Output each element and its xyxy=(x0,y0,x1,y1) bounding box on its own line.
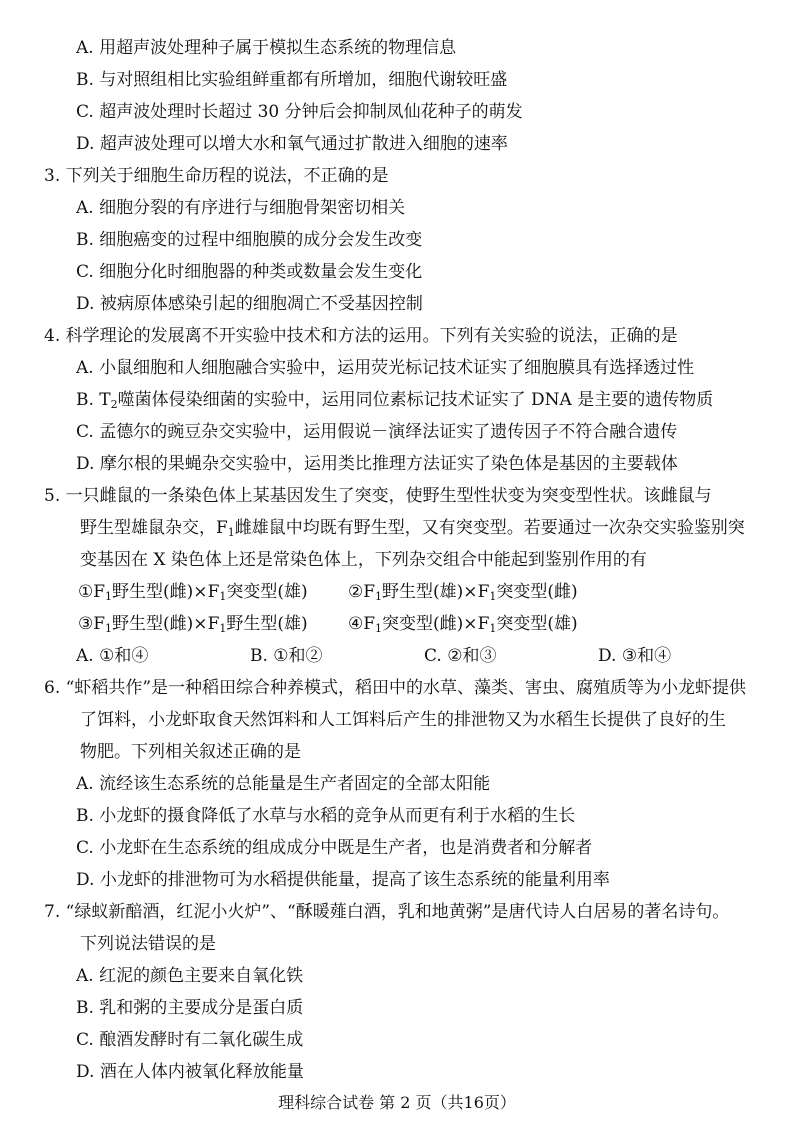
q2-option-a: A. 用超声波处理种子属于模拟生态系统的物理信息 xyxy=(76,38,457,58)
q2-option-c: C. 超声波处理时长超过 30 分钟后会抑制凤仙花种子的萌发 xyxy=(76,102,523,122)
q3-option-b: B. 细胞癌变的过程中细胞膜的成分会发生改变 xyxy=(76,230,423,250)
q5-combo-3-a: 野生型(雌)× xyxy=(112,614,208,634)
q3-option-c: C. 细胞分化时细胞器的种类或数量会发生变化 xyxy=(76,262,423,282)
q5-combo-2 xyxy=(348,580,578,604)
q3-stem: 3. 下列关于细胞生命历程的说法，不正确的是 xyxy=(44,166,389,186)
q5-answer-b: B. ①和② xyxy=(250,646,323,666)
q5-combo-3-b: 野生型(雄) xyxy=(226,614,308,634)
q5-combo-3 xyxy=(78,612,308,636)
q5-combo-1-sub2: 1 xyxy=(219,590,227,603)
q5-combo-1-f: F xyxy=(93,582,106,602)
q7-option-b: B. 乳和粥的主要成分是蛋白质 xyxy=(76,998,304,1018)
q5-combo-1-a: 野生型(雌)× xyxy=(112,582,208,602)
q6-stem-line2: 了饵料，小龙虾取食天然饵料和人工饵料后产生的排泄物又为水稻生长提供了良好的生 xyxy=(80,710,726,730)
q5-answer-c: C. ②和③ xyxy=(424,646,497,666)
page-footer: 理科综合试卷 第 2 页（共16页） xyxy=(278,1093,516,1112)
q5-combo-4-sub2: 1 xyxy=(489,622,497,635)
q6-option-b: B. 小龙虾的摄食降低了水草与水稻的竞争从而更有利于水稻的生长 xyxy=(76,806,576,826)
q5-combo-2-num: ② xyxy=(348,582,364,602)
q5-combo-2-sub2: 1 xyxy=(489,590,497,603)
q3-option-a: A. 细胞分裂的有序进行与细胞骨架密切相关 xyxy=(76,198,406,218)
q5-combo-1-num: ① xyxy=(78,582,94,602)
q4-option-b-prefix: B. T xyxy=(76,390,111,410)
q5-stem-line2 xyxy=(80,516,745,540)
q5-combo-3-num: ③ xyxy=(78,614,94,634)
q6-option-c: C. 小龙虾在生态系统的组成成分中既是生产者，也是消费者和分解者 xyxy=(76,838,593,858)
q2-option-b: B. 与对照组相比实验组鲜重都有所增加，细胞代谢较旺盛 xyxy=(76,70,508,90)
q5-combo-3-sub: 1 xyxy=(105,622,113,635)
q6-stem-line1: 6. “虾稻共作”是一种稻田综合种养模式，稻田中的水草、藻类、害虫、腐殖质等为小龙虾提供 xyxy=(44,678,747,698)
q5-combo-1-sub: 1 xyxy=(105,590,113,603)
q5-stem-line2-pre: 野生型雄鼠杂交，F xyxy=(80,518,228,538)
q4-option-c: C. 孟德尔的豌豆杂交实验中，运用假说－演绎法证实了遗传因子不符合融合遗传 xyxy=(76,422,678,442)
q6-option-a: A. 流经该生态系统的总能量是生产者固定的全部太阳能 xyxy=(76,774,491,794)
q4-option-b-subscript: 2 xyxy=(110,398,118,411)
q5-combo-1 xyxy=(78,580,308,604)
q5-combo-1-f2: F xyxy=(207,582,220,602)
q5-combo-2-b: 突变型(雌) xyxy=(496,582,578,602)
q5-combo-4-sub: 1 xyxy=(375,622,383,635)
q4-stem: 4. 科学理论的发展离不开实验中技术和方法的运用。下列有关实验的说法，正确的是 xyxy=(44,326,678,346)
q5-combo-2-a: 野生型(雄)× xyxy=(382,582,478,602)
q3-option-d: D. 被病原体感染引起的细胞凋亡不受基因控制 xyxy=(76,294,423,314)
q5-combo-1-b: 突变型(雄) xyxy=(226,582,308,602)
q7-option-a: A. 红泥的颜色主要来自氧化铁 xyxy=(76,966,304,986)
q4-option-b-text: 噬菌体侵染细菌的实验中，运用同位素标记技术证实了 DNA 是主要的遗传物质 xyxy=(117,390,714,410)
q7-option-c: C. 酿酒发酵时有二氧化碳生成 xyxy=(76,1030,304,1050)
q5-combo-3-f2: F xyxy=(207,614,220,634)
q5-stem-line2-post: 雌雄鼠中均既有野生型，又有突变型。若要通过一次杂交实验鉴别突 xyxy=(234,518,745,538)
q7-option-d: D. 酒在人体内被氧化释放能量 xyxy=(76,1062,304,1082)
q5-combo-3-sub2: 1 xyxy=(219,622,227,635)
q5-combo-4-a: 突变型(雌)× xyxy=(382,614,478,634)
q4-option-b xyxy=(76,388,713,412)
q5-combo-2-sub: 1 xyxy=(375,590,383,603)
q7-stem-line1: 7. “绿蚁新醅酒，红泥小火炉”、“酥暖薤白酒，乳和地黄粥”是唐代诗人白居易的著名诗句。 xyxy=(44,902,730,922)
q5-answer-a: A. ①和④ xyxy=(76,646,149,666)
q6-stem-line3: 物肥。下列相关叙述正确的是 xyxy=(80,742,301,762)
q5-answer-d: D. ③和④ xyxy=(598,646,672,666)
q5-stem-line2-sub: 1 xyxy=(227,526,235,539)
q6-option-d: D. 小龙虾的排泄物可为水稻提供能量，提高了该生态系统的能量利用率 xyxy=(76,870,610,890)
q2-option-d: D. 超声波处理可以增大水和氧气通过扩散进入细胞的速率 xyxy=(76,134,508,154)
q5-combo-4-b: 突变型(雄) xyxy=(496,614,578,634)
q5-combo-2-f: F xyxy=(363,582,376,602)
q5-combo-4-f: F xyxy=(363,614,376,634)
q5-combo-2-f2: F xyxy=(477,582,490,602)
q5-stem-line1: 5. 一只雌鼠的一条染色体上某基因发生了突变，使野生型性状变为突变型性状。该雌鼠与 xyxy=(44,486,712,506)
q5-combo-4-f2: F xyxy=(477,614,490,634)
q7-stem-line2: 下列说法错误的是 xyxy=(80,934,216,954)
q4-option-d: D. 摩尔根的果蝇杂交实验中，运用类比推理方法证实了染色体是基因的主要载体 xyxy=(76,454,678,474)
q5-stem-line3: 变基因在 X 染色体上还是常染色体上，下列杂交组合中能起到鉴别作用的有 xyxy=(80,550,647,570)
q5-combo-3-f: F xyxy=(93,614,106,634)
q5-combo-4 xyxy=(348,612,578,636)
q4-option-a: A. 小鼠细胞和人细胞融合实验中，运用荧光标记技术证实了细胞膜具有选择透过性 xyxy=(76,358,695,378)
q5-combo-4-num: ④ xyxy=(348,614,364,634)
